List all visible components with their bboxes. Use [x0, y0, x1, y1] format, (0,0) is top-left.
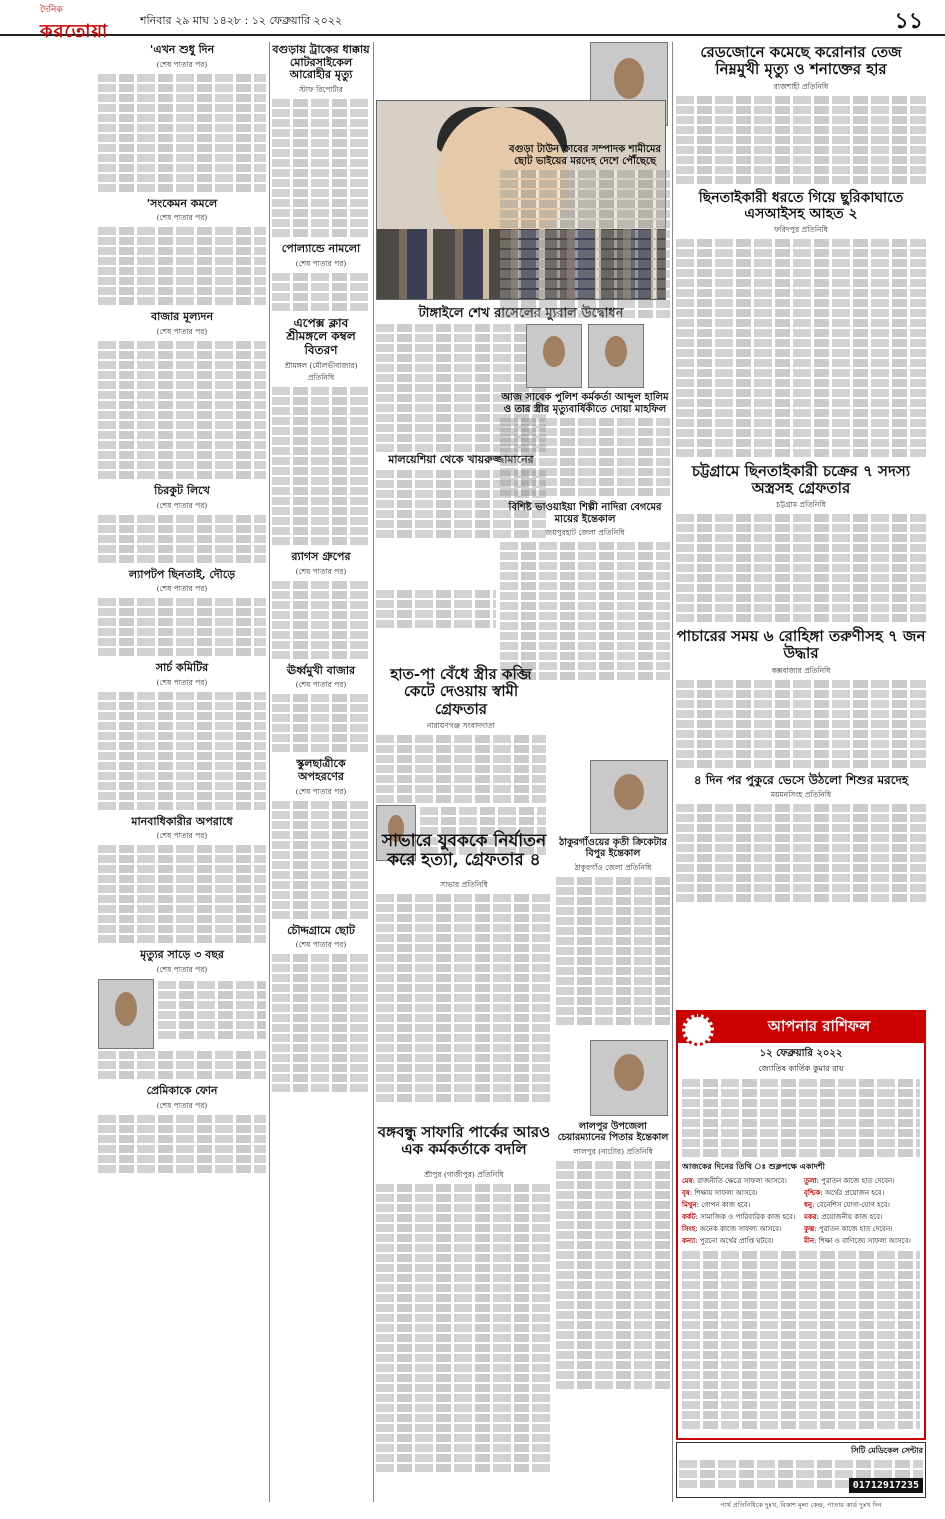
headline: সার্চ কমিটির [155, 661, 209, 675]
story [676, 44, 926, 184]
story [272, 925, 370, 1093]
continuation: (শেষ পাতার পর) [295, 566, 347, 576]
article-body [98, 74, 266, 192]
article-body [272, 99, 370, 237]
byline: চট্টগ্রাম প্রতিনিধি [776, 500, 826, 510]
headline: ল্যাপটপ ছিনতাই, দৌড়ে [128, 567, 236, 581]
headline: রেডজোনে কমেছে করোনার তেজ নিম্নমুখী মৃত্যু ও শনাক্তের হার [700, 43, 902, 79]
article-body [272, 273, 370, 311]
continuation: (শেষ পাতার পর) [156, 213, 208, 223]
column-divider [373, 42, 374, 1502]
sign-text: রাজনীতি ক্ষেত্রে সাফল্য আসবে। [697, 1177, 787, 1185]
ad-phone: 01712917235 [849, 1478, 923, 1493]
column-2 [272, 42, 370, 1502]
sign-item: কুম্ভ: পুরাতন কাজে হাত দেবেন। [804, 1224, 893, 1234]
article-body [676, 239, 926, 457]
byline: সাভার প্রতিনিধি [440, 880, 488, 889]
byline: লালপুর (নাটোর) প্রতিনিধি [573, 1146, 653, 1156]
byline: শ্রীমঙ্গল (মৌলভীবাজার) প্রতিনিধি [284, 360, 358, 382]
story [98, 1085, 266, 1173]
headline: এপেক্স ক্লাব শ্রীমঙ্গলে কম্বল বিতরণ [286, 315, 356, 358]
sign-name: সিংহ [682, 1224, 696, 1234]
article-body [272, 387, 370, 545]
sign-text: বেনেশিস যোগা-যোগ হবে। [816, 1201, 890, 1210]
headline: চিরকুট লিখে [154, 483, 210, 497]
article-body [500, 418, 670, 496]
sign-text: শিক্ষা ও বাণিজ্যে সাফল্য আসবে। [818, 1237, 911, 1246]
article-body [98, 341, 266, 479]
sign-name: মকর [804, 1212, 817, 1222]
headline: 'এখন শুধু দিন [149, 43, 215, 56]
byline: জয়পুরহাট জেলা প্রতিনিধি [545, 528, 625, 537]
sign-text: শিক্ষায় সাফল্য আসবে। [694, 1189, 758, 1198]
headline: বঙ্গবন্ধু সাফারি পার্কের আরও এক কর্মকর্তাকে বদলি [377, 1123, 551, 1159]
story [272, 551, 370, 659]
astrologer-name: জ্যোতিষ কার্তিক কুমার রায় [758, 1064, 844, 1073]
story [676, 774, 926, 903]
headline: চৌদ্দগ্রামে ছোট [287, 923, 355, 937]
byline: স্টাফ রিপোর্টার [299, 84, 343, 94]
article-body [676, 514, 926, 622]
sign-text: অর্থের প্রয়োজন হবে। [824, 1189, 885, 1198]
headline: ছিনতাইকারী ধরতে গিয়ে ছুরিকাঘাতে এসআইসহ আহত ২ [698, 189, 904, 222]
story [676, 190, 926, 457]
continuation: (শেষ পাতার পর) [295, 258, 347, 268]
story [676, 628, 926, 768]
headline: স্কুলছাত্রীকে অপহরণের [296, 757, 346, 783]
continuation: (শেষ পাতার পর) [156, 59, 208, 69]
footer-note: পার্থ প্রতিনিধিকে দুঃখ, বিকাশ মূল্য কেন্দ্র, পাতায় কার্ড দুঃখ দিন [720, 1501, 882, 1509]
sign-item: মিথুন: গোপন কাজ হবে। [682, 1200, 751, 1210]
article-body [272, 801, 370, 919]
byline: ময়মনসিংহ প্রতিনিধি [770, 790, 832, 800]
sign-item: মকর: প্রয়োজনীয় কাজ হবে। [804, 1212, 883, 1222]
sign-name: কর্কট [682, 1212, 696, 1222]
article-body [98, 1115, 266, 1173]
article-body [98, 598, 266, 656]
sign-item: সিংহ: অনেক কাজে সাফল্য আসবে। [682, 1224, 782, 1234]
portrait-photo [590, 760, 668, 834]
advertisement [676, 1442, 926, 1498]
article-body [158, 979, 266, 1049]
headline: মৃত্যুর সাড়ে ৩ বছর [140, 948, 224, 962]
byline: ঠাকুরগাঁও জেলা প্রতিনিধি [574, 862, 652, 872]
story [98, 485, 266, 563]
story [500, 144, 670, 318]
article-body [376, 1184, 552, 1472]
sign-name: কুম্ভ [804, 1224, 815, 1234]
story [376, 588, 670, 630]
continuation: (শেষ পাতার পর) [156, 1100, 208, 1110]
byline: রাজশাহী প্রতিনিধি [773, 81, 829, 91]
continuation: (শেষ পাতার পর) [156, 831, 208, 841]
sign-item: ধনু: বেনেশিস যোগা-যোগ হবে। [804, 1200, 890, 1210]
story [98, 198, 266, 306]
headline: সাভারে যুবককে নির্যাতন করে হত্যা, গ্রেফতার ৪ [381, 831, 547, 870]
sign-name: মিথুন [682, 1200, 697, 1210]
article-body [500, 170, 670, 318]
horoscope-intro [678, 1079, 924, 1157]
article-body [98, 227, 266, 305]
continuation: (শেষ পাতার পর) [156, 326, 208, 336]
article-body [376, 894, 552, 1102]
headline: বাজার মূল্যদন [150, 310, 214, 324]
column-1 [98, 42, 266, 1502]
headline: লালপুর উপজেলা চেয়ারম্যানের পিতার ইন্তেকাল [557, 1121, 669, 1143]
article-body [98, 692, 266, 810]
masthead [0, 0, 945, 42]
story [272, 665, 370, 753]
newspaper-logo [40, 2, 130, 42]
headline: প্রেমিকাকে ফোন [146, 1084, 218, 1098]
horoscope-box [676, 1010, 926, 1440]
sign-text: অনেক কাজে সাফল্য আসবে। [699, 1225, 782, 1234]
story [556, 1120, 670, 1391]
story [98, 816, 266, 944]
horoscope-body [678, 1247, 924, 1433]
article-body [98, 515, 266, 563]
logo-title: করতোয়া [40, 21, 109, 42]
story [98, 44, 266, 192]
dateline: শনিবার ২৯ মাঘ ১৪২৮ : ১২ ফেব্রুয়ারি ২০২২ [140, 14, 343, 27]
story [556, 836, 670, 1027]
byline: ফরিদপুর প্রতিনিধি [774, 224, 828, 234]
sign-item: বৃশ্চিক: অর্থের প্রয়োজন হবে। [804, 1188, 885, 1198]
article-body [676, 96, 926, 184]
sign-text: পুরাতন কাজে হাত দেবেন। [821, 1177, 895, 1185]
sign-list [678, 1176, 924, 1247]
headline: চট্টগ্রামে ছিনতাইকারী চক্রের ৭ সদস্য অস্ত্রসহ গ্রেফতার [691, 461, 911, 497]
portrait-photo [526, 324, 582, 388]
continuation: (শেষ পাতার পর) [295, 940, 347, 950]
headline: আজ সাবেক পুলিশ কর্মকর্তা আব্দুল হালিম ও তার স্ত্রীর মৃত্যুবার্ষিকীতে দোয়া মাহফিল [501, 392, 669, 415]
column-divider [672, 42, 673, 1502]
sign-item: কন্যা: পুরনো অর্থের প্রাপ্তি ঘটবে। [682, 1236, 774, 1246]
headline: বিশিষ্ট ভাওয়াইয়া শিল্পী নাদিরা বেগমের মায়ের ইন্তেকাল [508, 502, 662, 525]
sign-name: মীন [804, 1236, 815, 1246]
page-number: ১১ [894, 9, 923, 34]
tithi-line: আজকের দিনের তিথি ঃ শুক্লপক্ষে একাদশী [682, 1161, 825, 1171]
sign-name: মেষ [682, 1176, 693, 1185]
portrait-photo [588, 324, 644, 388]
sign-name: তুলা [804, 1176, 817, 1185]
column-divider [269, 42, 270, 1502]
sign-text: সামাজিক ও পারিবারিক কাজ হবে। [700, 1213, 796, 1222]
sign-name: বৃষ [682, 1188, 690, 1198]
story [272, 44, 370, 237]
article-body [556, 877, 670, 1025]
ad-title: সিটি মেডিকেল সেন্টার [851, 1445, 923, 1455]
sign-name: বৃশ্চিক [804, 1188, 821, 1198]
sign-name: কন্যা [682, 1236, 696, 1246]
sign-item: মীন: শিক্ষা ও বাণিজ্যে সাফল্য আসবে। [804, 1236, 911, 1246]
byline: নারায়ণগঞ্জ সংবাদদাতা [426, 720, 495, 730]
sign-item: মেষ: রাজনীতি ক্ষেত্রে সাফল্য আসবে। [682, 1176, 787, 1185]
continuation: (শেষ পাতার পর) [156, 584, 208, 594]
headline: মালয়েশিয়া থেকে খায়রুজ্জামানের [388, 453, 534, 466]
headline: পোল্যান্ডে নামলো [281, 241, 361, 255]
continuation: (শেষ পাতার পর) [156, 677, 208, 687]
story [272, 758, 370, 918]
headline: র‍্যাগস গ্রুপের [291, 549, 351, 563]
article-body [676, 804, 926, 902]
story [98, 569, 266, 657]
story [98, 662, 266, 810]
article-body [556, 1161, 670, 1389]
continuation: (শেষ পাতার পর) [295, 680, 347, 690]
story [676, 463, 926, 623]
sign-item: বৃষ: শিক্ষায় সাফল্য আসবে। [682, 1188, 758, 1198]
byline: শ্রীপুর (গাজীপুর) প্রতিনিধি [424, 1170, 504, 1179]
headline: 'সংকেমন কমলে [146, 196, 218, 210]
headline: হাত-পা বেঁধে স্ত্রীর কব্জি কেটে দেওয়ায় স্বামী গ্রেফতার [390, 665, 532, 718]
continuation: (শেষ পাতার পর) [156, 965, 208, 975]
story [376, 880, 552, 1104]
headline: পাচারের সময় ৬ রোহিঙ্গা তরুণীসহ ৭ জন উদ্ধার [676, 627, 926, 663]
story [272, 243, 370, 311]
article-body [376, 735, 546, 803]
photo-headline: টাঙ্গাইলে শেখ রাসেলের ম্যুরাল উদ্বোধন [418, 306, 624, 321]
horoscope-title: আপনার রাশিফল [678, 1012, 924, 1043]
article-body [272, 581, 370, 659]
headline: বগুড়া টাউন ক্লাবের সম্পাদক শামীমের ছোট ভাইয়ের মরদেহ দেশে পৌঁছেছে [509, 144, 661, 167]
continuation: (শেষ পাতার পর) [295, 786, 347, 796]
story [98, 311, 266, 479]
article-body [98, 845, 266, 943]
story [376, 1170, 552, 1474]
zodiac-wheel-icon [682, 1014, 714, 1046]
sign-text: পুরাতন কাজে হাত দেবেন। [819, 1225, 893, 1234]
horoscope-date: ১২ ফেব্রুয়ারি ২০২২ [759, 1048, 843, 1059]
logo-prefix: দৈনিক [40, 5, 63, 15]
article-body [272, 954, 370, 1092]
sign-text: প্রয়োজনীয় কাজ হবে। [821, 1213, 883, 1222]
article-body [272, 694, 370, 752]
headline: বগুড়ায় ট্রাকের ধাক্কায় মোটরসাইকেল আরোহীর মৃত্যু [272, 43, 370, 82]
column-5 [676, 42, 926, 1008]
continuation: (শেষ পাতার পর) [156, 500, 208, 510]
story [272, 317, 370, 545]
sign-name: ধনু [804, 1200, 813, 1210]
headline: মানবাধিকারীর অপরাধে [131, 814, 233, 828]
article-body [676, 680, 926, 768]
story [500, 392, 670, 496]
sign-text: পুরনো অর্থের প্রাপ্তি ঘটবে। [699, 1237, 774, 1246]
byline: কক্সবাজার প্রতিনিধি [771, 665, 831, 675]
portrait-photo [98, 979, 154, 1049]
article-body [376, 590, 496, 628]
sign-item: কর্কট: সামাজিক ও পারিবারিক কাজ হবে। [682, 1212, 796, 1222]
headline: ৪ দিন পর পুকুরে ভেসে উঠলো শিশুর মরদেহ [693, 772, 909, 787]
headline: ঠাকুরগাঁওয়ের কৃতী ক্রিকেটার বিপুর ইন্তেকাল [559, 837, 667, 859]
sign-item: তুলা: পুরাতন কাজে হাত দেবেন। [804, 1176, 895, 1185]
portrait-photo [590, 1040, 668, 1116]
story [98, 949, 266, 1079]
article-body [98, 1051, 266, 1079]
sign-text: গোপন কাজ হবে। [701, 1201, 751, 1210]
headline: ঊর্ধ্বমুখী বাজার [286, 663, 356, 677]
